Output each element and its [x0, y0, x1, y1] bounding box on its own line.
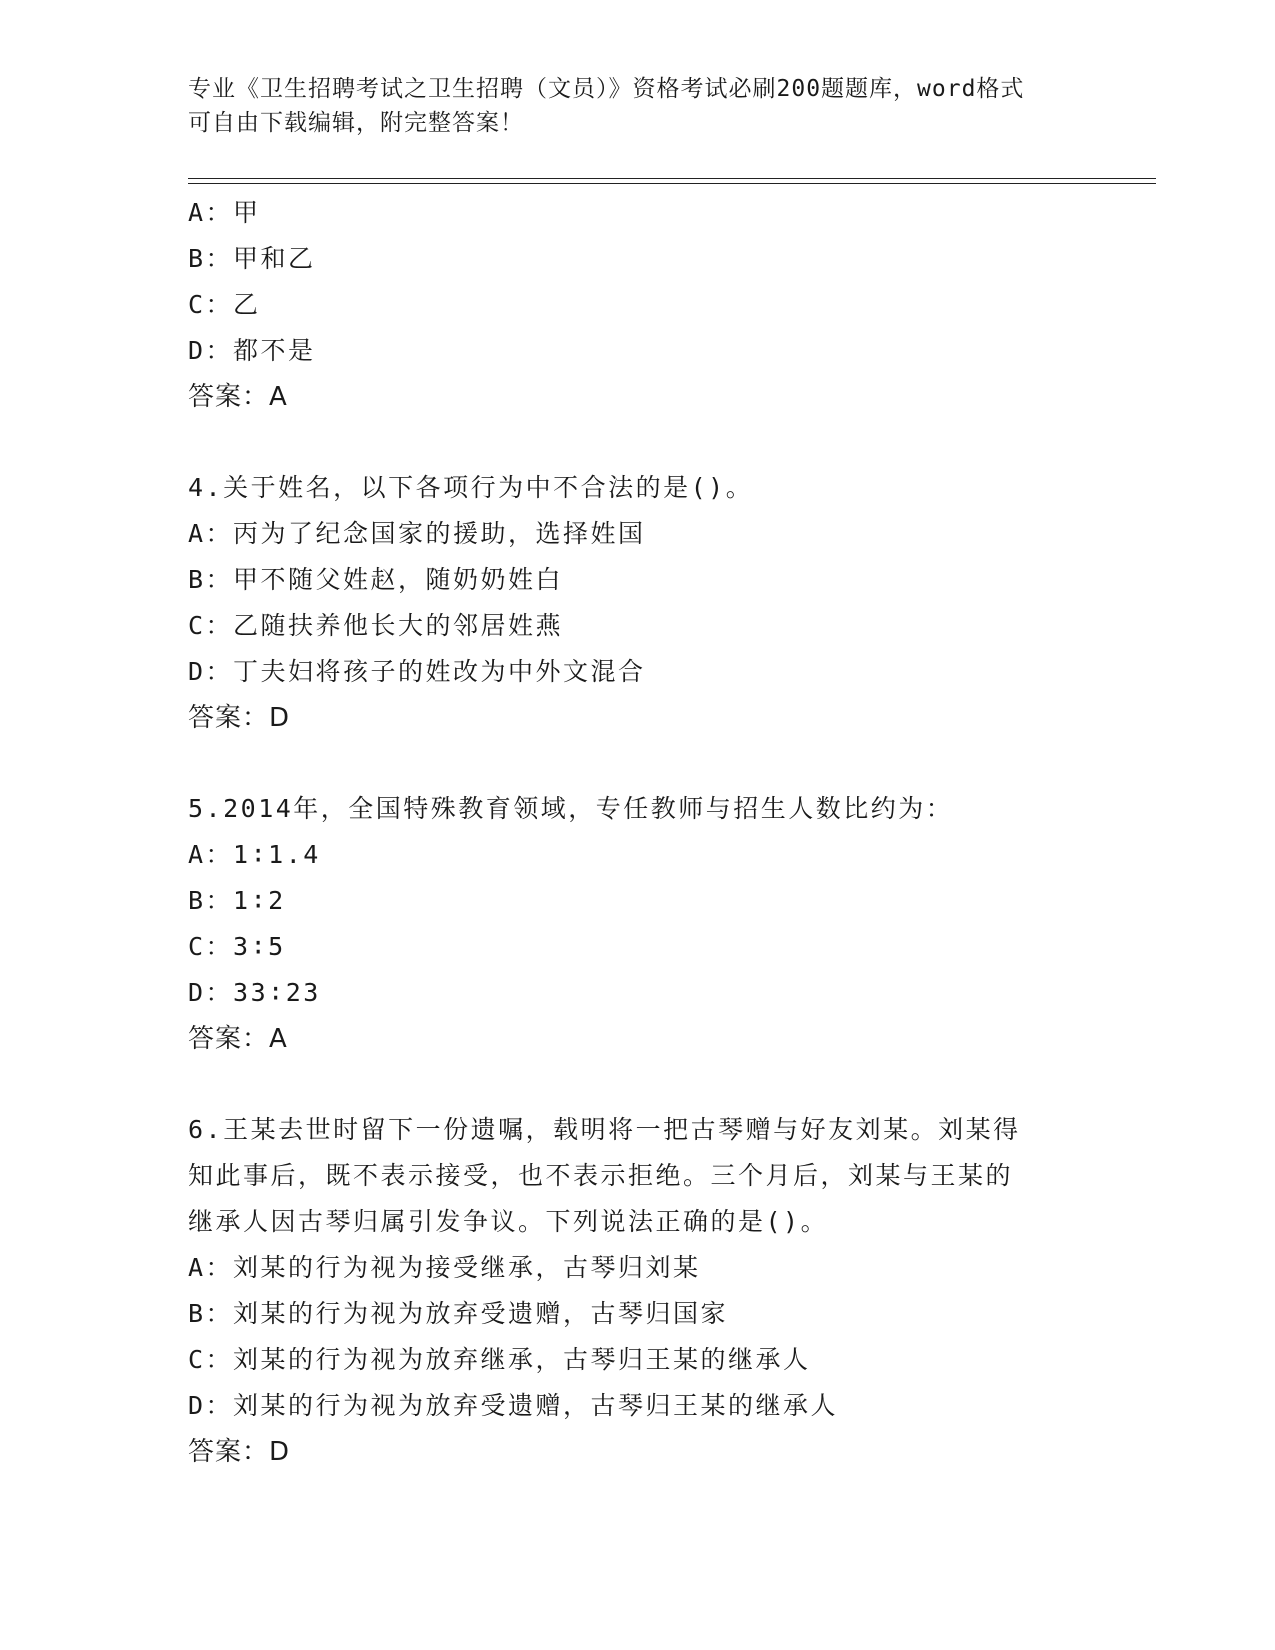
header-line-1: 专业《卫生招聘考试之卫生招聘（文员）》资格考试必刷200题题库，word格式 — [188, 76, 1025, 102]
option-d: D：刘某的行为视为放弃受遗赠，古琴归王某的继承人 — [188, 1391, 839, 1420]
option-b: B：甲和乙 — [188, 244, 316, 273]
answer-line: 答案：A — [188, 382, 288, 412]
question-stem-line-3: 继承人因古琴归属引发争议。下列说法正确的是()。 — [188, 1207, 829, 1236]
option-c: C：乙 — [188, 290, 261, 319]
question-stem-line-2: 知此事后，既不表示接受，也不表示拒绝。三个月后，刘某与王某的 — [188, 1161, 1014, 1190]
question-list — [188, 190, 1088, 1475]
option-c: C：乙随扶养他长大的邻居姓燕 — [188, 611, 564, 640]
option-a: A：甲 — [188, 198, 261, 227]
option-d: D：都不是 — [188, 336, 316, 365]
answer-line: 答案：D — [188, 1437, 291, 1467]
answer-line: 答案：A — [188, 1024, 288, 1054]
header-line-2: 可自由下载编辑，附完整答案！ — [188, 110, 524, 136]
question-4 — [188, 465, 1088, 741]
question-stem-line-1: 6.王某去世时留下一份遗嘱，载明将一把古琴赠与好友刘某。刘某得 — [188, 1115, 1021, 1144]
option-d: D：丁夫妇将孩子的姓改为中外文混合 — [188, 657, 646, 686]
question-3 — [188, 190, 1088, 420]
header-rule-bottom — [188, 183, 1156, 184]
option-d: D：33∶23 — [188, 978, 321, 1007]
question-stem: 5.2014年，全国特殊教育领域，专任教师与招生人数比约为： — [188, 794, 954, 823]
document-header — [188, 72, 1088, 140]
option-b: B：刘某的行为视为放弃受遗赠，古琴归国家 — [188, 1299, 729, 1328]
option-c: C：3∶5 — [188, 932, 286, 961]
question-stem: 4.关于姓名，以下各项行为中不合法的是()。 — [188, 473, 754, 502]
question-6 — [188, 1107, 1088, 1475]
question-5 — [188, 786, 1088, 1062]
answer-line: 答案：D — [188, 703, 291, 733]
option-a: A：刘某的行为视为接受继承，古琴归刘某 — [188, 1253, 701, 1282]
option-b: B：甲不随父姓赵，随奶奶姓白 — [188, 565, 564, 594]
option-c: C：刘某的行为视为放弃继承，古琴归王某的继承人 — [188, 1345, 811, 1374]
option-a: A：丙为了纪念国家的援助，选择姓国 — [188, 519, 646, 548]
option-a: A：1∶1.4 — [188, 840, 321, 869]
option-b: B：1∶2 — [188, 886, 286, 915]
header-rule-top — [188, 178, 1156, 179]
